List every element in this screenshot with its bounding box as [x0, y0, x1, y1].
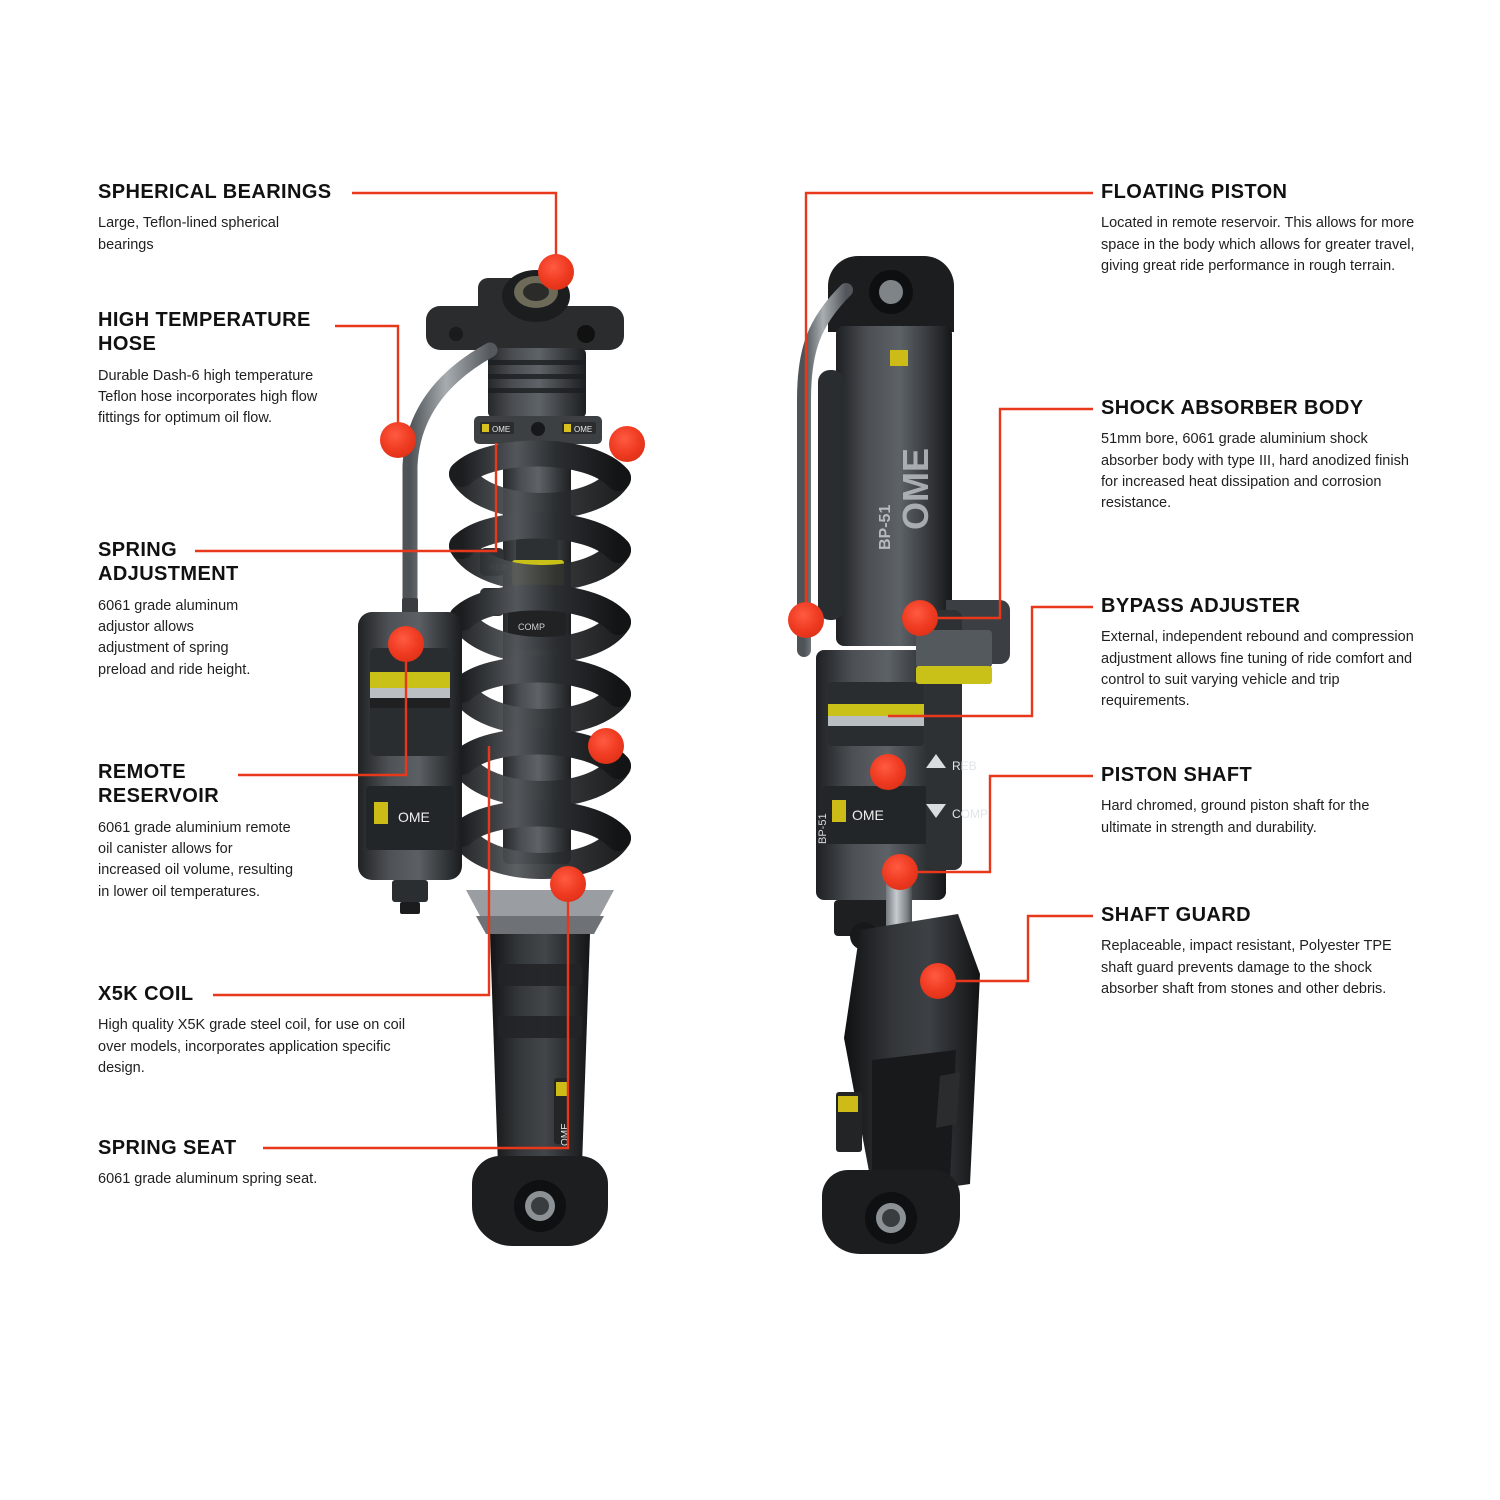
- callout-title: X5K COIL: [98, 983, 194, 1005]
- callout-body: Located in remote reservoir. This allows for more space in the body which allows for greater travel, giving great ride performance in rough terrain.: [1101, 215, 1415, 275]
- hotspot-spring-seat[interactable]: [550, 866, 586, 902]
- callout-shaft-guard: [1101, 903, 1421, 1000]
- callout-title: SHOCK ABSORBER BODY: [1101, 397, 1364, 419]
- svg-text:REB: REB: [490, 563, 507, 572]
- hotspot-remote-reservoir[interactable]: [388, 626, 424, 662]
- callout-spherical-bearings: [98, 180, 338, 256]
- svg-text:OME: OME: [895, 447, 936, 530]
- coilover-illustration: [340, 230, 760, 1270]
- svg-text:OME: OME: [492, 425, 511, 434]
- callout-title: SHAFT GUARD: [1101, 904, 1251, 926]
- callout-floating-piston: [1101, 180, 1421, 277]
- callout-high-temperature-hose: [98, 308, 330, 430]
- callout-remote-reservoir: [98, 760, 298, 903]
- callout-title: REMOTE RESERVOIR: [98, 761, 220, 808]
- hotspot-piston-shaft[interactable]: [882, 854, 918, 890]
- callout-body: External, independent rebound and compression adjustment allows fine tuning of ride comfort and control to suit varying vehicle and trip requirements.: [1101, 629, 1414, 710]
- callout-x5k-coil: [98, 982, 428, 1079]
- callout-body: 6061 grade aluminium remote oil canister allows for increased oil volume, resulting in lower oil temperatures.: [98, 819, 294, 900]
- bypass-shock-illustration: [740, 230, 1100, 1270]
- svg-text:BP-51: BP-51: [817, 813, 829, 844]
- svg-text:OME: OME: [560, 1123, 571, 1146]
- callout-body: 51mm bore, 6061 grade aluminium shock absorber body with type III, hard anodized finish for increased heat dissipation and corrosion resistance.: [1101, 431, 1409, 512]
- hotspot-spring-adjustment[interactable]: [609, 426, 645, 462]
- svg-text:OME: OME: [852, 807, 884, 823]
- callout-body: 6061 grade aluminum spring seat.: [98, 1171, 318, 1188]
- callout-title: SPHERICAL BEARINGS: [98, 181, 332, 203]
- callout-body: Hard chromed, ground piston shaft for the ultimate in strength and durability.: [1101, 798, 1370, 836]
- hotspot-bypass-adjuster[interactable]: [870, 754, 906, 790]
- callout-spring-seat: [98, 1136, 428, 1191]
- hotspot-x5k-coil[interactable]: [588, 728, 624, 764]
- callout-title: SPRING ADJUSTMENT: [98, 539, 239, 586]
- callout-title: PISTON SHAFT: [1101, 764, 1253, 786]
- callout-shock-absorber-body: [1101, 396, 1419, 515]
- callout-title: HIGH TEMPERATURE HOSE: [98, 309, 311, 356]
- callout-body: Large, Teflon-lined spherical bearings: [98, 215, 280, 253]
- svg-text:OME: OME: [574, 425, 593, 434]
- callout-body: High quality X5K grade steel coil, for use on coil over models, incorporates application specific design.: [98, 1017, 406, 1077]
- callout-title: SPRING SEAT: [98, 1137, 237, 1159]
- hotspot-high-temperature-hose[interactable]: [380, 422, 416, 458]
- svg-text:REB: REB: [952, 759, 977, 773]
- svg-text:OME: OME: [398, 809, 430, 825]
- hotspot-shock-absorber-body[interactable]: [902, 600, 938, 636]
- callout-body: Durable Dash-6 high temperature Teflon hose incorporates high flow fittings for optimum oil flow.: [98, 367, 318, 427]
- hotspot-floating-piston[interactable]: [788, 602, 824, 638]
- callout-body: 6061 grade aluminum adjustor allows adjustment of spring preload and ride height.: [98, 597, 251, 678]
- callout-bypass-adjuster: [1101, 594, 1421, 713]
- hotspot-spherical-bearings[interactable]: [538, 254, 574, 290]
- hotspot-shaft-guard[interactable]: [920, 963, 956, 999]
- svg-text:BP-51: BP-51: [877, 504, 894, 550]
- svg-text:COMP: COMP: [518, 622, 545, 632]
- callout-body: Replaceable, impact resistant, Polyester TPE shaft guard prevents damage to the shock absorber shaft from stones and other debris.: [1101, 938, 1392, 998]
- svg-text:COMP: COMP: [952, 807, 988, 821]
- callout-title: BYPASS ADJUSTER: [1101, 595, 1301, 617]
- callout-title: FLOATING PISTON: [1101, 181, 1288, 203]
- callout-spring-adjustment: [98, 538, 256, 681]
- callout-piston-shaft: [1101, 763, 1413, 839]
